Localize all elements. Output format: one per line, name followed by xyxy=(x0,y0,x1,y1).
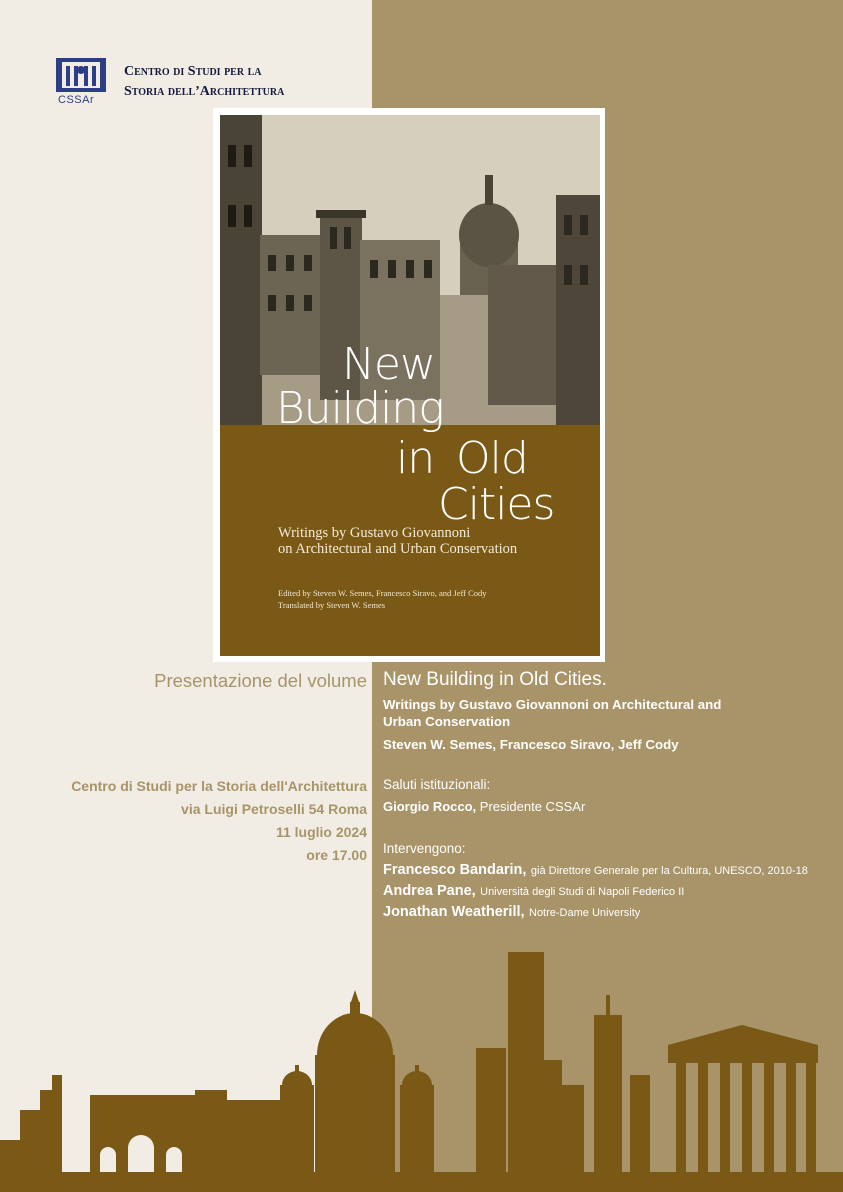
cover-title-old: Old xyxy=(456,433,528,484)
cover-subtitle-line-1: Writings by Gustavo Giovannoni xyxy=(278,525,471,541)
cover-title-in: in xyxy=(396,433,435,484)
greetings-speaker-role: Presidente CSSAr xyxy=(479,799,586,814)
book-cover xyxy=(220,115,600,656)
cover-credit-line-2: Translated by Steven W. Semes xyxy=(278,600,386,610)
org-line-1: Centro di Studi per la xyxy=(124,64,262,79)
speaker-name: Francesco Bandarin, xyxy=(383,862,527,878)
cover-credits xyxy=(278,587,487,611)
venue-address: via Luigi Petroselli 54 Roma xyxy=(181,801,367,817)
book-title: New Building in Old Cities. xyxy=(383,669,607,690)
cover-credit-line-1: Edited by Steven W. Semes, Francesco Siravo, and Jeff Cody xyxy=(278,588,487,598)
speaker-role: Notre-Dame University xyxy=(529,907,641,919)
cover-subtitle-line-2: on Architectural and Urban Conservation xyxy=(278,541,518,557)
cover-title-building: Building xyxy=(276,383,444,434)
book-subtitle: Writings by Gustavo Giovannoni on Architectural and Urban Conservation xyxy=(383,697,722,729)
speaker-item xyxy=(383,882,684,900)
speaker-item xyxy=(383,861,808,879)
speaker-item xyxy=(383,903,640,921)
presentation-label: Presentazione del volume xyxy=(154,670,367,691)
event-time: ore 17.00 xyxy=(306,847,367,863)
org-line-2: Storia dell’Architettura xyxy=(124,84,285,99)
organization-name xyxy=(124,62,284,102)
rome-skyline-illustration xyxy=(0,940,843,1192)
greetings-label: Saluti istituzionali: xyxy=(383,777,491,792)
speakers-label: Intervengono: xyxy=(383,841,466,856)
greetings-speaker xyxy=(383,799,585,814)
event-date: 11 luglio 2024 xyxy=(275,824,367,840)
cover-subtitle xyxy=(278,525,517,557)
venue-info xyxy=(71,775,367,867)
speaker-role: già Direttore Generale per la Cultura, UNESCO, 2010-18 xyxy=(530,865,808,877)
logo-text: CSSAr xyxy=(58,94,95,106)
cover-title-cities: Cities xyxy=(438,479,555,530)
speaker-role: Università degli Studi di Napoli Federico II xyxy=(480,886,685,898)
speaker-name: Jonathan Weatherill, xyxy=(383,904,525,920)
venue-name: Centro di Studi per la Storia dell'Architettura xyxy=(71,778,367,794)
speaker-name: Andrea Pane, xyxy=(383,883,476,899)
book-authors: Steven W. Semes, Francesco Siravo, Jeff Cody xyxy=(383,737,679,752)
greetings-speaker-name: Giorgio Rocco, xyxy=(383,799,477,814)
cover-title-new: New xyxy=(342,339,435,390)
